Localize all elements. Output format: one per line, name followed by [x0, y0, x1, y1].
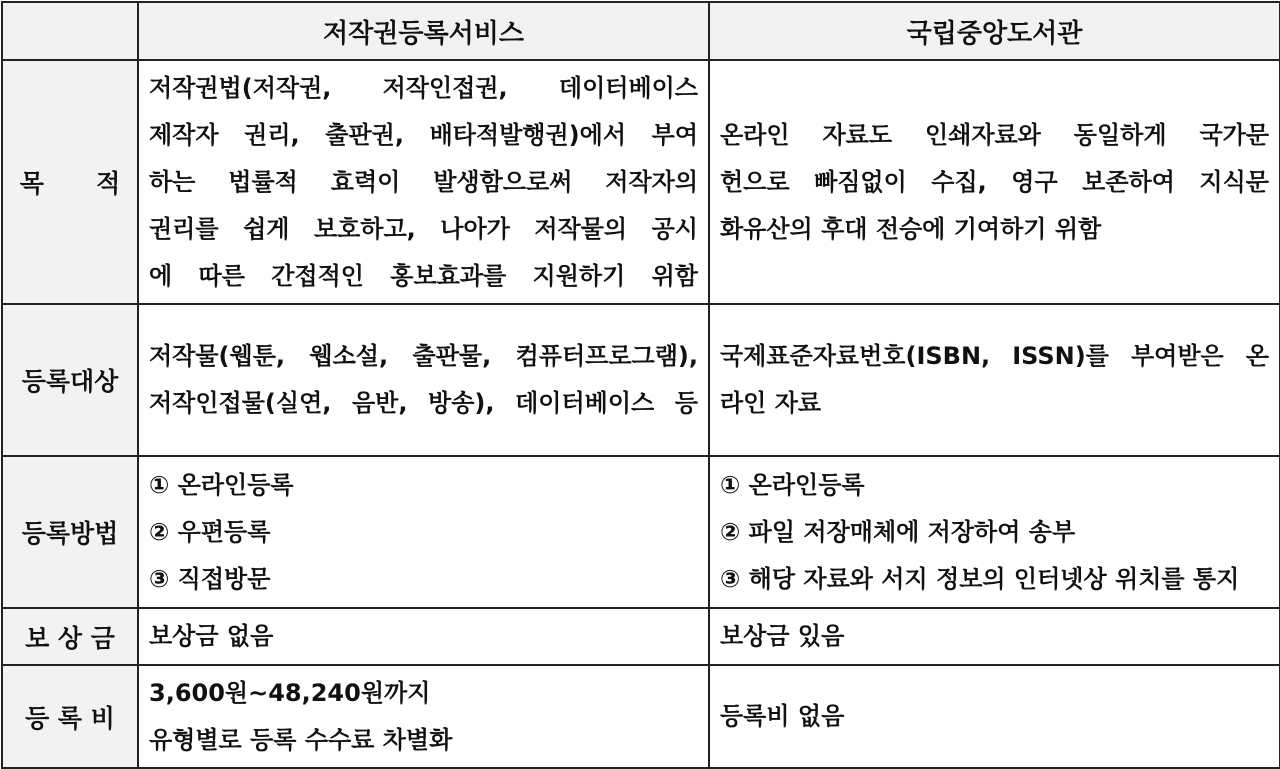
text-line: 권리를 쉽게 보호하고, 나아가 저작물의 공시: [149, 214, 698, 243]
compensation-library-cell: [709, 608, 1280, 665]
purpose-library-cell: [709, 60, 1280, 304]
text-line: 국제표준자료번호(ISBN, ISSN)를 부여받은 온: [720, 342, 1269, 370]
text-line: 저작인접물(실연, 음반, 방송), 데이터베이스 등: [149, 389, 698, 417]
compensation-copyright-cell: [138, 608, 709, 665]
text-line: ② 우편등록: [149, 517, 271, 546]
text-line: 하는 법률적 효력이 발생함으로써 저작자의: [149, 167, 698, 196]
row-purpose: [2, 60, 1280, 304]
row-registration-method: [2, 456, 1280, 608]
fee-copyright-cell: [138, 665, 709, 768]
text-line: ① 온라인등록: [149, 470, 294, 499]
target-copyright-cell: [138, 304, 709, 456]
text-line: 화유산의 후대 전승에 기여하기 위함: [720, 214, 1102, 243]
purpose-copyright-cell: [138, 60, 709, 304]
row-label-registration-method: 등록방법: [2, 456, 138, 608]
text-line: 저작권법(저작권, 저작인접권, 데이터베이스: [149, 73, 698, 102]
text-line: 라인 자료: [720, 389, 822, 417]
target-library-cell: [709, 304, 1280, 456]
text-line: ① 온라인등록: [720, 470, 865, 499]
text-line: 온라인 자료도 인쇄자료와 동일하게 국가문: [720, 120, 1269, 149]
text-line: 3,600원~48,240원까지: [149, 678, 431, 707]
text-line: 유형별로 등록 수수료 차별화: [149, 725, 453, 754]
row-registration-target: [2, 304, 1280, 456]
text-line: 등록비 없음: [720, 702, 845, 730]
header-national-library: 국립중앙도서관: [709, 2, 1280, 60]
fee-library-cell: [709, 665, 1280, 768]
row-label-registration-target: 등록대상: [2, 304, 138, 456]
comparison-table: [1, 1, 1280, 769]
method-copyright-cell: [138, 456, 709, 608]
row-label-purpose: 목 적: [2, 60, 138, 304]
row-compensation: [2, 608, 1280, 665]
text-line: 에 따른 간접적인 홍보효과를 지원하기 위함: [149, 261, 698, 290]
text-line: ② 파일 저장매체에 저장하여 송부: [720, 517, 1076, 546]
text-line: 제작자 권리, 출판권, 배타적발행권)에서 부여: [149, 120, 698, 149]
text-line: 저작물(웹툰, 웹소설, 출판물, 컴퓨터프로그램),: [149, 342, 698, 370]
row-registration-fee: [2, 665, 1280, 768]
text-line: 보상금 있음: [720, 622, 845, 650]
text-line: ③ 해당 자료와 서지 정보의 인터넷상 위치를 통지: [720, 564, 1240, 593]
header-corner-cell: [2, 2, 138, 60]
header-copyright-service: 저작권등록서비스: [138, 2, 709, 60]
row-label-registration-fee: 등 록 비: [2, 665, 138, 768]
header-row: [2, 2, 1280, 60]
text-line: 헌으로 빠짐없이 수집, 영구 보존하여 지식문: [720, 167, 1269, 196]
text-line: ③ 직접방문: [149, 564, 271, 593]
row-label-compensation: 보 상 금: [2, 608, 138, 665]
method-library-cell: [709, 456, 1280, 608]
text-line: 보상금 없음: [149, 622, 274, 650]
